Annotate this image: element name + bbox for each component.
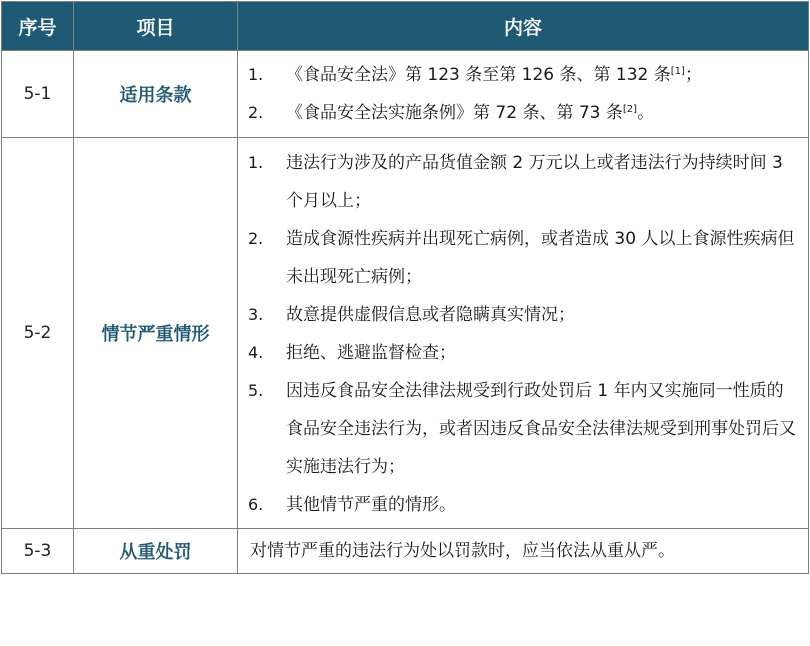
list-text: 拒绝、逃避监督检查；	[286, 343, 456, 363]
row-serial: 5-2	[2, 138, 74, 529]
list-number: 1.	[248, 153, 264, 172]
list-number: 1.	[248, 65, 264, 84]
list-punct: 。	[637, 103, 655, 123]
penalty-table	[1, 1, 809, 574]
footnote-ref: [1]	[670, 66, 685, 77]
list-text: 《食品安全法》第 123 条至第 126 条、第 132 条	[286, 65, 671, 85]
list-item	[248, 144, 796, 220]
list-text: 造成食源性疾病并出现死亡病例，或者造成 30 人以上食源性疾病但未出现死亡病例；	[286, 229, 795, 287]
row-serial: 5-3	[2, 529, 74, 574]
list-punct: ；	[684, 65, 702, 85]
list-number: 2.	[248, 103, 264, 122]
list-text: 违法行为涉及的产品货值金额 2 万元以上或者违法行为持续时间 3 个月以上；	[286, 153, 783, 211]
header-serial: 序号	[2, 2, 74, 51]
list-item	[248, 220, 796, 296]
footnote-ref: [2]	[622, 104, 638, 115]
table-row	[2, 529, 809, 574]
list-text: 故意提供虚假信息或者隐瞒真实情况；	[286, 305, 575, 325]
row-item: 从重处罚	[74, 529, 238, 574]
list-item	[248, 486, 796, 524]
table-header-row	[2, 2, 809, 51]
list-item	[248, 372, 796, 486]
list-text: 《食品安全法实施条例》第 72 条、第 73 条	[286, 103, 623, 123]
list-item	[248, 94, 796, 132]
header-item: 项目	[74, 2, 238, 51]
row-serial: 5-1	[2, 51, 74, 138]
list-number: 5.	[248, 381, 264, 400]
list-item	[248, 296, 796, 334]
list-item	[248, 334, 796, 372]
table-row	[2, 51, 809, 138]
list-number: 3.	[248, 305, 264, 324]
row-content	[238, 51, 809, 138]
row-content	[238, 138, 809, 529]
row-item: 适用条款	[74, 51, 238, 138]
row-item: 情节严重情形	[74, 138, 238, 529]
list-item	[248, 56, 796, 94]
list-text: 其他情节严重的情形。	[286, 495, 456, 515]
content-text: 对情节严重的违法行为处以罚款时，应当依法从重从严。	[250, 541, 675, 561]
list-text: 因违反食品安全法律法规受到行政处罚后 1 年内又实施同一性质的食品安全违法行为，或者因违反食品安全法律法规受到刑事处罚后又实施违法行为；	[286, 381, 796, 477]
header-content: 内容	[238, 2, 809, 51]
list-number: 2.	[248, 229, 264, 248]
table-row	[2, 138, 809, 529]
list-number: 6.	[248, 495, 264, 514]
row-content	[238, 529, 809, 574]
list-number: 4.	[248, 343, 264, 362]
